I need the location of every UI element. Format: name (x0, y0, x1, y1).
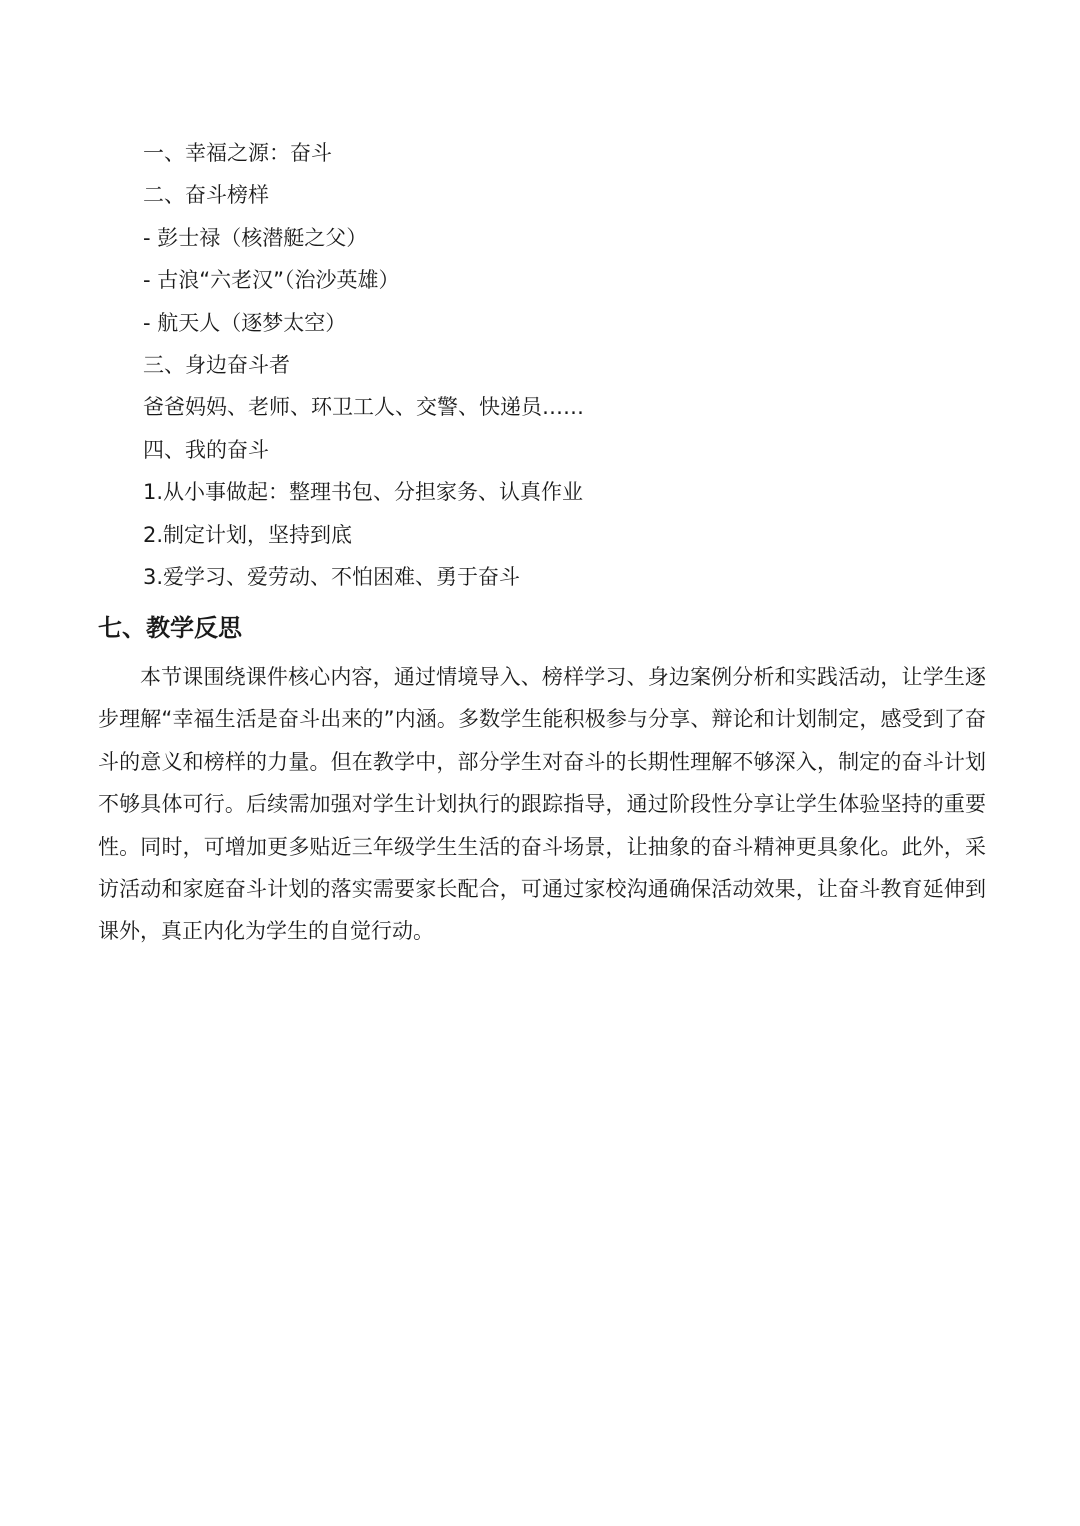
outline-line-4: - 古浪“六老汉”（治沙英雄） (143, 268, 400, 293)
outline-line-8: 四、我的奋斗 (143, 437, 269, 462)
outline-line-7: 爸爸妈妈、老师、环卫工人、交警、快递员…… (143, 395, 584, 420)
outline-line-5: - 航天人（逐梦太空） (143, 310, 347, 335)
outline-line-2: 二、奋斗榜样 (143, 183, 269, 208)
board-outline (143, 132, 983, 598)
section-heading: 七、教学反思 (98, 614, 242, 642)
outline-line-3: - 彭士禄（核潜艇之父） (143, 225, 368, 250)
outline-line-1: 一、幸福之源：奋斗 (143, 141, 332, 165)
outline-line-9: 1.从小事做起：整理书包、分担家务、认真作业 (143, 480, 584, 505)
outline-line-6: 三、身边奋斗者 (143, 352, 290, 377)
outline-line-10: 2.制定计划，坚持到底 (143, 522, 353, 547)
reflection-paragraph: 本节课围绕课件核心内容，通过情境导入、榜样学习、身边案例分析和实践活动，让学生逐步理解“幸福生活是奋斗出来的”内涵。多数学生能积极参与分享、辩论和计划制定，感受到了奋斗的意义和榜样的力量。但在教学中，部分学生对奋斗的长期性理解不够深入，制定的奋斗计划不够具体可行。后续需加强对学生计划执行的跟踪指导，通过阶段性分享让学生体验坚持的重要性。同时，可增加更多贴近三年级学生生活的奋斗场景，让抽象的奋斗精神更具象化。此外，采访活动和家庭奋斗计划的落实需要家长配合，可通过家校沟通确保活动效果，让奋斗教育延伸到课外，真正内化为学生的自觉行动。 (98, 665, 986, 944)
outline-line-11: 3.爱学习、爱劳动、不怕困难、勇于奋斗 (143, 564, 521, 589)
